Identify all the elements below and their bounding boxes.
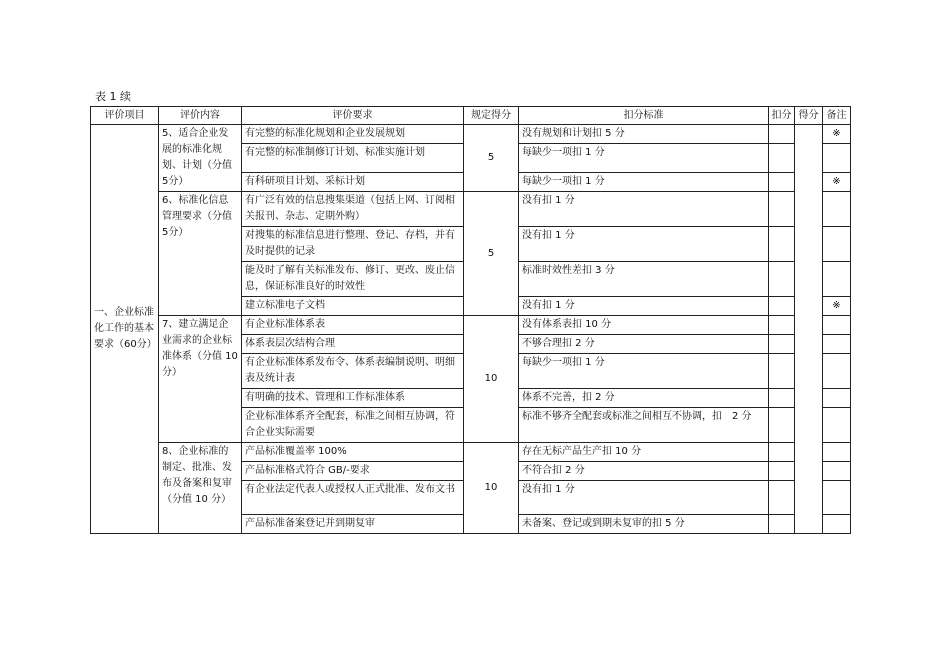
deduction-cell: 没有扣 1 分 — [519, 481, 769, 515]
deduct-blank-cell — [769, 335, 795, 354]
header-cell: 扣分 — [769, 107, 795, 125]
note-cell — [823, 144, 851, 172]
requirement-cell: 产品标准格式符合 GB/-要求 — [242, 462, 464, 481]
requirement-cell: 体系表层次结构合理 — [242, 335, 464, 354]
deduct-blank-cell — [769, 192, 795, 227]
requirement-cell: 产品标准备案登记并到期复审 — [242, 515, 464, 534]
requirement-cell: 有企业法定代表人或授权人正式批准、发布文书 — [242, 481, 464, 515]
evaluation-content-cell: 6、标准化信息管理要求（分值 5分） — [159, 192, 242, 316]
header-row — [91, 107, 851, 125]
deduct-blank-cell — [769, 227, 795, 262]
evaluation-content-cell: 7、建立满足企业需求的企业标准体系（分值 10 分） — [159, 316, 242, 443]
deduction-cell: 标准时效性差扣 3 分 — [519, 262, 769, 297]
requirement-cell: 有企业标准体系发布令、体系表编制说明、明细表及统计表 — [242, 354, 464, 389]
note-cell: ※ — [823, 172, 851, 191]
note-cell — [823, 462, 851, 481]
deduction-cell: 没有扣 1 分 — [519, 192, 769, 227]
deduction-cell: 存在无标产品生产扣 10 分 — [519, 443, 769, 462]
deduction-cell: 不够合理扣 2 分 — [519, 335, 769, 354]
deduction-cell: 没有扣 1 分 — [519, 227, 769, 262]
evaluation-item-cell: 一、企业标准化工作的基本要求（60分） — [91, 125, 159, 534]
deduction-cell: 没有体系表扣 10 分 — [519, 316, 769, 335]
note-cell — [823, 227, 851, 262]
deduction-cell: 不符合扣 2 分 — [519, 462, 769, 481]
evaluation-content-cell: 8、企业标准的制定、批准、发布及备案和复审（分值 10 分） — [159, 443, 242, 534]
note-cell: ※ — [823, 125, 851, 144]
table-caption: 表 1 续 — [95, 90, 131, 103]
note-cell: ※ — [823, 297, 851, 316]
note-cell — [823, 316, 851, 335]
requirement-cell: 建立标准电子文档 — [242, 297, 464, 316]
note-cell — [823, 354, 851, 389]
deduct-blank-cell — [769, 481, 795, 515]
requirement-cell: 企业标准体系齐全配套，标准之间相互协调，符合企业实际需要 — [242, 408, 464, 443]
deduction-cell: 每缺少一项扣 1 分 — [519, 172, 769, 191]
deduction-cell: 体系不完善，扣 2 分 — [519, 389, 769, 408]
deduction-cell: 每缺少一项扣 1 分 — [519, 144, 769, 172]
deduction-cell: 没有规划和计划扣 5 分 — [519, 125, 769, 144]
header-cell: 得分 — [795, 107, 823, 125]
table-row — [91, 443, 851, 462]
table-row — [91, 125, 851, 144]
deduct-blank-cell — [769, 462, 795, 481]
requirement-cell: 有科研项目计划、采标计划 — [242, 172, 464, 191]
deduct-blank-cell — [769, 408, 795, 443]
note-cell — [823, 192, 851, 227]
note-cell — [823, 443, 851, 462]
requirement-cell: 有企业标准体系表 — [242, 316, 464, 335]
table-row — [91, 316, 851, 335]
score-cell: 5 — [464, 192, 519, 316]
deduction-cell: 每缺少一项扣 1 分 — [519, 354, 769, 389]
header-cell: 评价内容 — [159, 107, 242, 125]
score-cell: 10 — [464, 443, 519, 534]
note-cell — [823, 389, 851, 408]
header-cell: 备注 — [823, 107, 851, 125]
note-cell — [823, 481, 851, 515]
requirement-cell: 对搜集的标准信息进行整理、登记、存档，并有及时提供的记录 — [242, 227, 464, 262]
deduct-blank-cell — [769, 172, 795, 191]
deduct-blank-cell — [769, 316, 795, 335]
score-cell: 10 — [464, 316, 519, 443]
deduct-blank-cell — [769, 515, 795, 534]
deduct-blank-cell — [769, 297, 795, 316]
requirement-cell: 能及时了解有关标准发布、修订、更改、废止信息，保证标准良好的时效性 — [242, 262, 464, 297]
evaluation-content-cell: 5、适合企业发展的标准化规划、计划（分值 5分） — [159, 125, 242, 192]
header-cell: 扣分标准 — [519, 107, 769, 125]
requirement-cell: 有完整的标准化规划和企业发展规划 — [242, 125, 464, 144]
note-cell — [823, 262, 851, 297]
deduction-cell: 没有扣 1 分 — [519, 297, 769, 316]
note-cell — [823, 335, 851, 354]
requirement-cell: 有明确的技术、管理和工作标准体系 — [242, 389, 464, 408]
score-cell: 5 — [464, 125, 519, 192]
deduct-blank-cell — [769, 354, 795, 389]
evaluation-table — [90, 106, 851, 534]
requirement-cell: 有完整的标准制修订计划、标准实施计划 — [242, 144, 464, 172]
deduct-blank-cell — [769, 144, 795, 172]
note-cell — [823, 408, 851, 443]
deduct-blank-cell — [769, 443, 795, 462]
deduct-blank-cell — [769, 389, 795, 408]
deduction-cell: 未备案、登记或到期未复审的扣 5 分 — [519, 515, 769, 534]
requirement-cell: 产品标准覆盖率 100% — [242, 443, 464, 462]
header-cell: 规定得分 — [464, 107, 519, 125]
table-row — [91, 192, 851, 227]
deduction-cell: 标准不够齐全配套或标准之间相互不协调，扣 2 分 — [519, 408, 769, 443]
header-cell: 评价要求 — [242, 107, 464, 125]
deduct-blank-cell — [769, 125, 795, 144]
header-cell: 评价项目 — [91, 107, 159, 125]
note-cell — [823, 515, 851, 534]
requirement-cell: 有广泛有效的信息搜集渠道（包括上网、订阅相关报刊、杂志、定期外购） — [242, 192, 464, 227]
points-blank-cell — [795, 125, 823, 534]
deduct-blank-cell — [769, 262, 795, 297]
